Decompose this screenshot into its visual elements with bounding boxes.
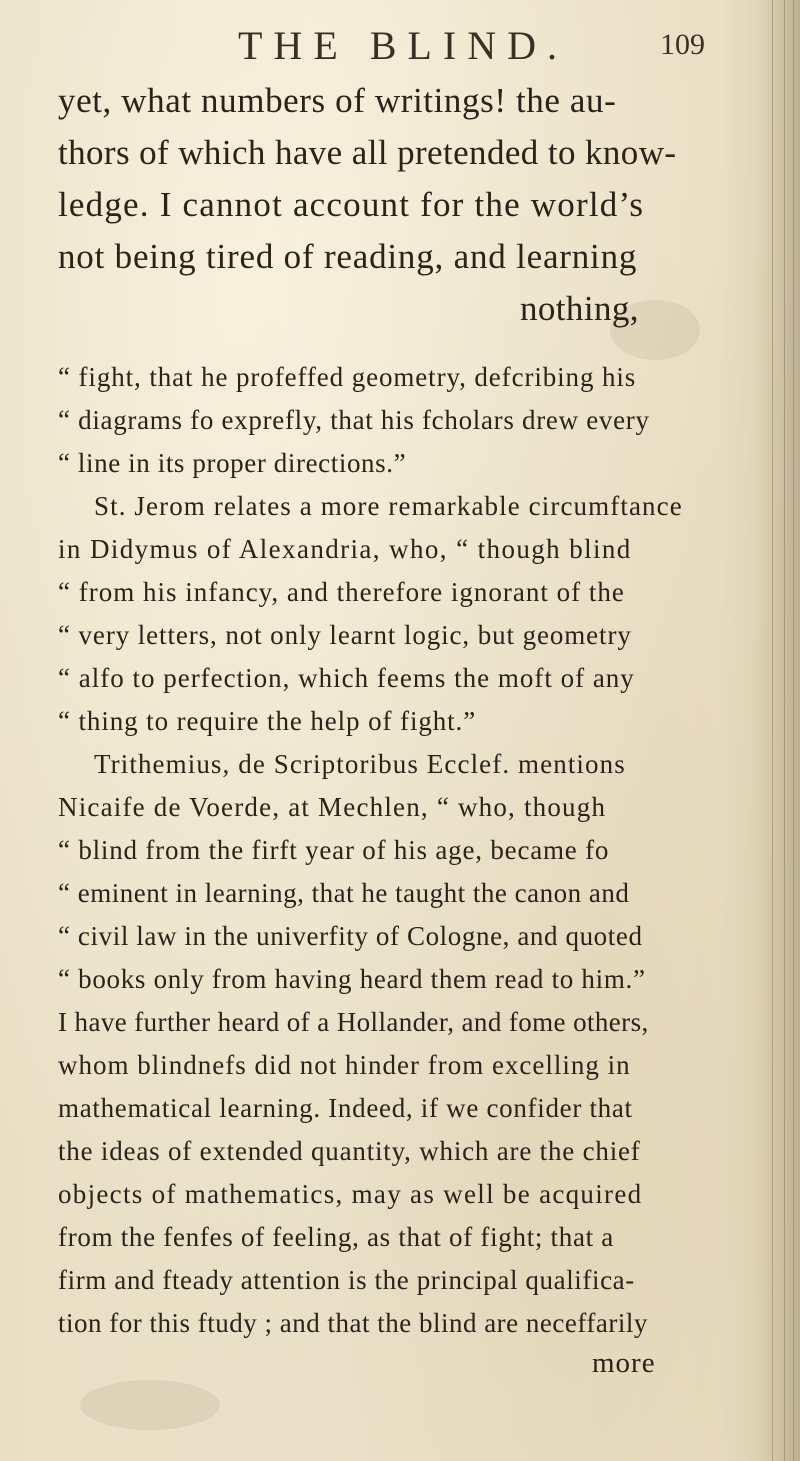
text-line: not being tired of reading, and learning [58, 237, 638, 276]
text-line: mathematical learning. Indeed, if we confider that [58, 1093, 633, 1123]
quoted-line: “ diagrams fo exprefly, that his fcholars drew every [58, 405, 650, 435]
quoted-line: “ eminent in learning, that he taught the canon and [58, 878, 630, 908]
text-line: tion for this ftudy ; and that the blind are neceffarily [58, 1308, 648, 1338]
catchword: more [592, 1347, 656, 1379]
text-line: yet, what numbers of writings! the au- [58, 81, 617, 120]
running-head: THE BLIND. [238, 23, 568, 68]
quoted-line: in Didymus of Alexandria, who, “ though blind [58, 534, 632, 564]
quoted-line: “ fight, that he profeffed geometry, defcribing his [58, 362, 637, 392]
text-line: thors of which have all pretended to know- [58, 133, 677, 172]
quoted-line: “ from his infancy, and therefore ignorant of the [58, 577, 625, 607]
quoted-line: “ civil law in the univerfity of Cologne, and quoted [58, 921, 643, 951]
page-number: 109 [660, 28, 705, 61]
text-line: firm and fteady attention is the principal qualifica- [58, 1265, 635, 1295]
text-line: whom blindnefs did not hinder from excelling in [58, 1050, 631, 1080]
text-line: objects of mathematics, may as well be acquired [58, 1179, 643, 1209]
quoted-line: “ alfo to perfection, which feems the moft of any [58, 663, 635, 693]
quoted-line: “ thing to require the help of fight.” [58, 706, 477, 736]
page-header [0, 22, 760, 72]
paper-stain [80, 1380, 220, 1430]
text-line: ledge. I cannot account for the world’s [58, 185, 645, 224]
page-edge-line [784, 0, 785, 1461]
text-line: from the fenfes of feeling, as that of fight; that a [58, 1222, 614, 1252]
text-line: nothing, [520, 289, 639, 328]
quoted-line: “ line in its proper directions.” [58, 448, 407, 478]
quoted-line: St. Jerom relates a more remarkable circumftance [94, 491, 683, 521]
quoted-line: “ books only from having heard them read to him.” [58, 964, 646, 994]
page-edge-line [772, 0, 773, 1461]
quoted-line: “ blind from the firft year of his age, became fo [58, 835, 610, 865]
quoted-line: Trithemius, de Scriptoribus Ecclef. mentions [94, 749, 626, 779]
page-edge-line [793, 0, 794, 1461]
text-line: I have further heard of a Hollander, and fome others, [58, 1007, 649, 1037]
text-line: the ideas of extended quantity, which are the chief [58, 1136, 641, 1166]
quoted-line: Nicaife de Voerde, at Mechlen, “ who, though [58, 792, 607, 822]
quoted-line: “ very letters, not only learnt logic, but geometry [58, 620, 632, 650]
